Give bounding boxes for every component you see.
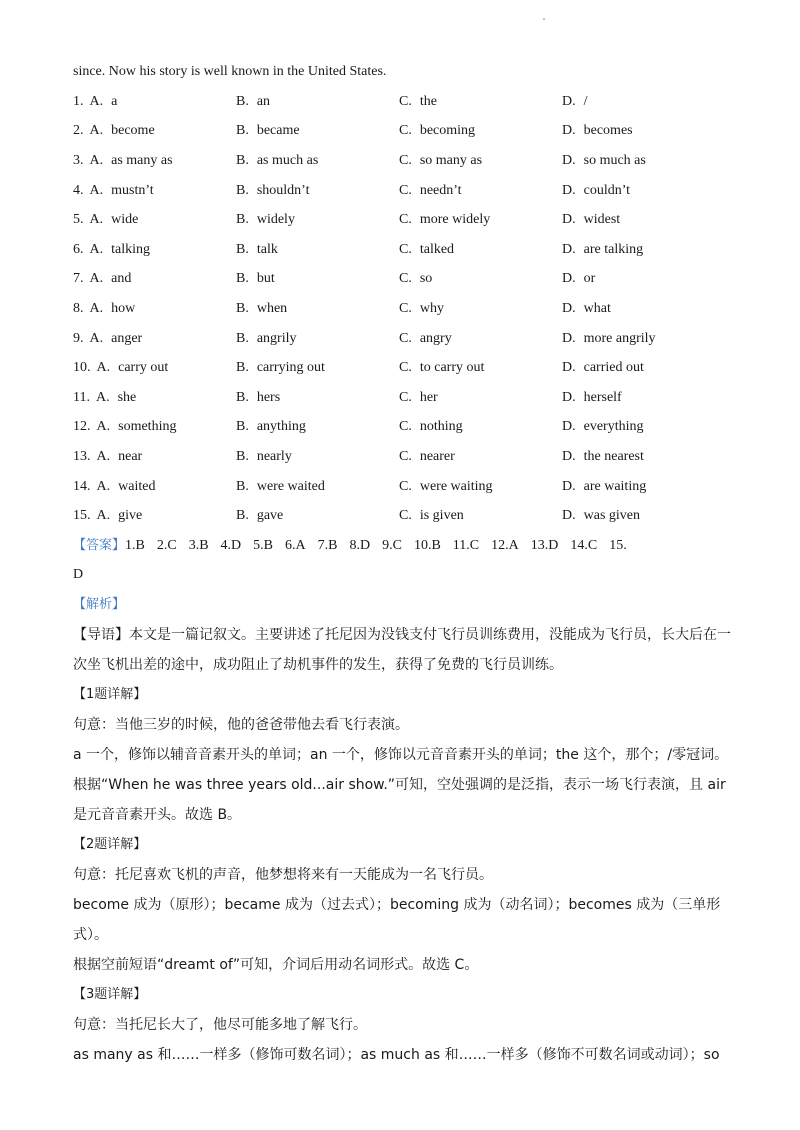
question-number: 12. [73,419,91,435]
answer-item: 3.B [188,537,209,553]
option-letter: C. [399,212,412,228]
option-letter: B. [236,508,249,524]
question-row [73,324,733,354]
answer-item: 8.D [349,537,371,553]
option-b [236,508,399,524]
option-letter: C. [399,330,412,346]
answer-item: 10.B [413,537,441,553]
option-a [73,242,236,258]
question-number: 13. [73,448,91,464]
option-b [236,212,399,228]
option-text: as much as [256,152,319,168]
option-text: becomes [583,123,633,139]
option-c [399,212,562,228]
question-number: 10. [73,360,91,376]
option-letter: D. [562,152,576,168]
question-number: 1. [73,93,84,109]
question-row [73,413,733,443]
option-text: talk [256,241,278,257]
option-text: are talking [583,241,644,257]
option-d [562,449,733,465]
option-text: carry out [118,360,169,376]
option-c [399,271,562,287]
option-letter: C. [399,93,412,109]
section-heading: 【2题详解】 [73,836,147,852]
option-text: talking [111,241,151,257]
option-a [73,123,236,139]
answer-items [125,538,639,553]
option-c [399,242,562,258]
option-letter: C. [399,448,412,464]
option-letter: D. [562,478,576,494]
option-letter: A. [89,212,104,228]
option-b [236,271,399,287]
option-b [236,331,399,347]
option-c [399,479,562,495]
option-letter: C. [399,419,412,435]
option-c [399,183,562,199]
option-d [562,183,733,199]
option-letter: C. [399,389,412,405]
option-letter: C. [399,152,412,168]
option-d [562,271,733,287]
question-number: 8. [73,300,84,316]
question-number: 2. [73,123,84,139]
option-text: something [118,419,177,435]
option-text: hers [256,389,281,405]
option-a [73,360,236,376]
question-number: 4. [73,182,84,198]
question-row [73,265,733,295]
answer-block [73,531,733,590]
analysis-tag: 【解析】 [73,596,126,612]
answer-item: 5.B [253,537,274,553]
answer-item: 12.A [491,537,519,553]
answer-item: 7.B [317,537,338,553]
option-letter: B. [236,419,249,435]
intro-line: since. Now his story is well known in the United States. [73,64,387,79]
option-text: when [256,300,288,316]
option-text: was given [583,508,641,524]
option-letter: B. [236,478,249,494]
option-text: widest [583,212,621,228]
option-text: near [118,448,143,464]
option-letter: A. [89,271,104,287]
option-letter: A. [89,241,104,257]
option-d [562,212,733,228]
option-c [399,123,562,139]
option-a [73,183,236,199]
question-row [73,442,733,472]
option-a [73,449,236,465]
option-text: nearly [256,448,292,464]
answer-item: 11.C [452,537,480,553]
question-row [73,87,733,117]
option-a [73,479,236,495]
question-number: 14. [73,478,91,494]
option-text: nearer [419,448,455,464]
option-letter: B. [236,330,249,346]
option-letter: C. [399,182,412,198]
option-letter: C. [399,478,412,494]
option-d [562,94,733,110]
question-number: 5. [73,212,84,228]
option-text: couldn’t [583,182,631,198]
option-text: wide [111,212,139,228]
option-text: anything [256,419,306,435]
option-text: carrying out [256,360,325,376]
option-text: mustn’t [111,182,154,198]
option-letter: D. [562,93,576,109]
question-row [73,501,733,531]
option-text: carried out [583,360,644,376]
option-c [399,360,562,376]
option-c [399,449,562,465]
option-letter: D. [562,419,576,435]
option-letter: B. [236,241,249,257]
option-text: her [419,389,438,405]
option-letter: D. [562,448,576,464]
option-c [399,301,562,317]
option-d [562,419,733,435]
option-letter: A. [89,330,104,346]
option-c [399,331,562,347]
option-text: more widely [419,212,491,228]
option-letter: C. [399,271,412,287]
option-text: or [583,271,596,287]
option-a [73,331,236,347]
option-text: so many as [419,152,483,168]
option-letter: A. [89,123,104,139]
question-number: 6. [73,241,84,257]
option-text: become [111,123,155,139]
guide-paragraph: 【导语】本文是一篇记叙文。主要讲述了托尼因为没钱支付飞行员训练费用，没能成为飞行员，长大后在一次坐飞机出差的途中，成功阻止了劫机事件的发生，获得了免费的飞行员训练。 [73,626,731,673]
option-text: as many as [111,152,173,168]
option-letter: A. [89,300,104,316]
option-letter: B. [236,360,249,376]
option-letter: C. [399,360,412,376]
option-text: widely [256,212,295,228]
option-text: were waited [256,478,325,494]
option-text: shouldn’t [256,182,310,198]
section-line: 句意：当他三岁的时候，他的爸爸带他去看飞行表演。 [73,716,409,733]
option-text: became [256,123,300,139]
option-letter: B. [236,300,249,316]
question-row [73,235,733,265]
option-letter: B. [236,271,249,287]
answer-item: 6.A [285,537,306,553]
option-text: a [111,93,118,109]
section-heading: 【3题详解】 [73,986,147,1002]
option-d [562,479,733,495]
option-text: the [419,93,437,109]
option-text: gave [256,508,284,524]
option-d [562,242,733,258]
option-text: waited [118,478,156,494]
section-line: 句意：当托尼长大了，他尽可能多地了解飞行。 [73,1016,367,1033]
option-a [73,153,236,169]
option-c [399,508,562,524]
option-a [73,390,236,406]
option-letter: A. [95,389,110,405]
option-letter: B. [236,212,249,228]
option-a [73,419,236,435]
option-text: to carry out [419,360,485,376]
option-text: but [256,271,275,287]
option-d [562,301,733,317]
section-line: 根据空前短语“dreamt of”可知，介词后用动名词形式。故选 C。 [73,956,479,973]
option-a [73,508,236,524]
option-letter: D. [562,300,576,316]
option-letter: A. [96,508,111,524]
option-b [236,419,399,435]
option-letter: D. [562,271,576,287]
question-row [73,353,733,383]
option-letter: A. [96,419,111,435]
section-line: a 一个，修饰以辅音音素开头的单词；an 一个，修饰以元音音素开头的单词；the 这个，那个；/零冠词。 [73,746,729,763]
option-d [562,153,733,169]
option-text: herself [583,389,622,405]
option-text: why [419,300,444,316]
option-b [236,301,399,317]
option-letter: D. [562,389,576,405]
option-letter: A. [89,152,104,168]
option-b [236,479,399,495]
answer-item: 14.C [570,537,598,553]
option-text: how [111,300,136,316]
option-c [399,153,562,169]
option-text: needn’t [419,182,462,198]
option-text: anger [111,330,143,346]
answer-item: 4.D [220,537,242,553]
question-row [73,294,733,324]
option-letter: A. [96,448,111,464]
option-text: what [583,300,611,316]
option-b [236,360,399,376]
section-line: as many as 和……一样多（修饰可数名词）；as much as 和……一样多（修饰不可数名词或动词）；so [73,1046,720,1063]
option-letter: B. [236,389,249,405]
option-d [562,123,733,139]
answer-item: 13.D [530,537,559,553]
answer-item: 9.C [382,537,402,553]
option-c [399,390,562,406]
option-b [236,183,399,199]
answer-item: 15. [609,537,627,553]
question-number: 15. [73,508,91,524]
option-letter: B. [236,93,249,109]
question-list [73,87,733,531]
option-text: so much as [583,152,646,168]
option-b [236,242,399,258]
option-text: talked [419,241,455,257]
section-line: become 成为（原形）；became 成为（过去式）；becoming 成为（动名词）；becomes 成为（三单形式）。 [73,896,721,943]
option-a [73,212,236,228]
question-row [73,205,733,235]
option-text: angrily [256,330,297,346]
option-b [236,123,399,139]
option-b [236,94,399,110]
option-text: nothing [419,419,463,435]
option-c [399,94,562,110]
answer-item: 2.C [156,537,177,553]
question-number: 9. [73,330,84,346]
option-d [562,331,733,347]
page-dot [543,18,545,20]
option-b [236,449,399,465]
option-text: the nearest [583,448,644,464]
option-b [236,153,399,169]
option-letter: D. [562,123,576,139]
option-letter: D. [562,330,576,346]
answer-last-line: D [73,567,84,583]
explanation-sections [73,680,733,1070]
section-heading: 【1题详解】 [73,686,147,702]
option-text: and [111,271,132,287]
option-text: so [419,271,433,287]
option-letter: A. [96,478,111,494]
option-letter: B. [236,448,249,464]
option-a [73,94,236,110]
option-text: give [118,508,143,524]
option-text: angry [419,330,452,346]
option-letter: D. [562,508,576,524]
option-text: are waiting [583,478,647,494]
option-a [73,301,236,317]
option-letter: A. [89,93,104,109]
option-letter: A. [89,182,104,198]
option-d [562,360,733,376]
question-row [73,383,733,413]
option-text: becoming [419,123,476,139]
option-letter: A. [96,360,111,376]
option-a [73,271,236,287]
option-letter: D. [562,182,576,198]
question-row [73,146,733,176]
option-text: an [256,93,271,109]
option-d [562,390,733,406]
option-letter: B. [236,182,249,198]
question-number: 11. [73,389,90,405]
option-letter: D. [562,360,576,376]
option-letter: B. [236,152,249,168]
document-page [73,58,733,1070]
question-row [73,472,733,502]
option-d [562,508,733,524]
option-letter: C. [399,123,412,139]
answer-tag: 【答案】 [73,537,126,553]
option-text: more angrily [583,330,656,346]
option-letter: B. [236,123,249,139]
option-c [399,419,562,435]
answer-item: 1.B [125,537,145,553]
option-letter: C. [399,241,412,257]
section-line: 句意：托尼喜欢飞机的声音，他梦想将来有一天能成为一名飞行员。 [73,866,493,883]
option-text: everything [583,419,644,435]
option-letter: D. [562,212,576,228]
question-row [73,176,733,206]
option-b [236,390,399,406]
question-row [73,117,733,147]
option-letter: D. [562,241,576,257]
section-line: 根据“When he was three years old...air show.”可知，空处强调的是泛指，表示一场飞行表演，且 air 是元音音素开头。故选 B。 [73,776,726,823]
option-letter: C. [399,300,412,316]
option-letter: C. [399,508,412,524]
question-number: 7. [73,271,84,287]
option-text: / [583,93,588,109]
option-text: she [117,389,137,405]
option-text: were waiting [419,478,493,494]
option-text: is given [419,508,464,524]
question-number: 3. [73,152,84,168]
